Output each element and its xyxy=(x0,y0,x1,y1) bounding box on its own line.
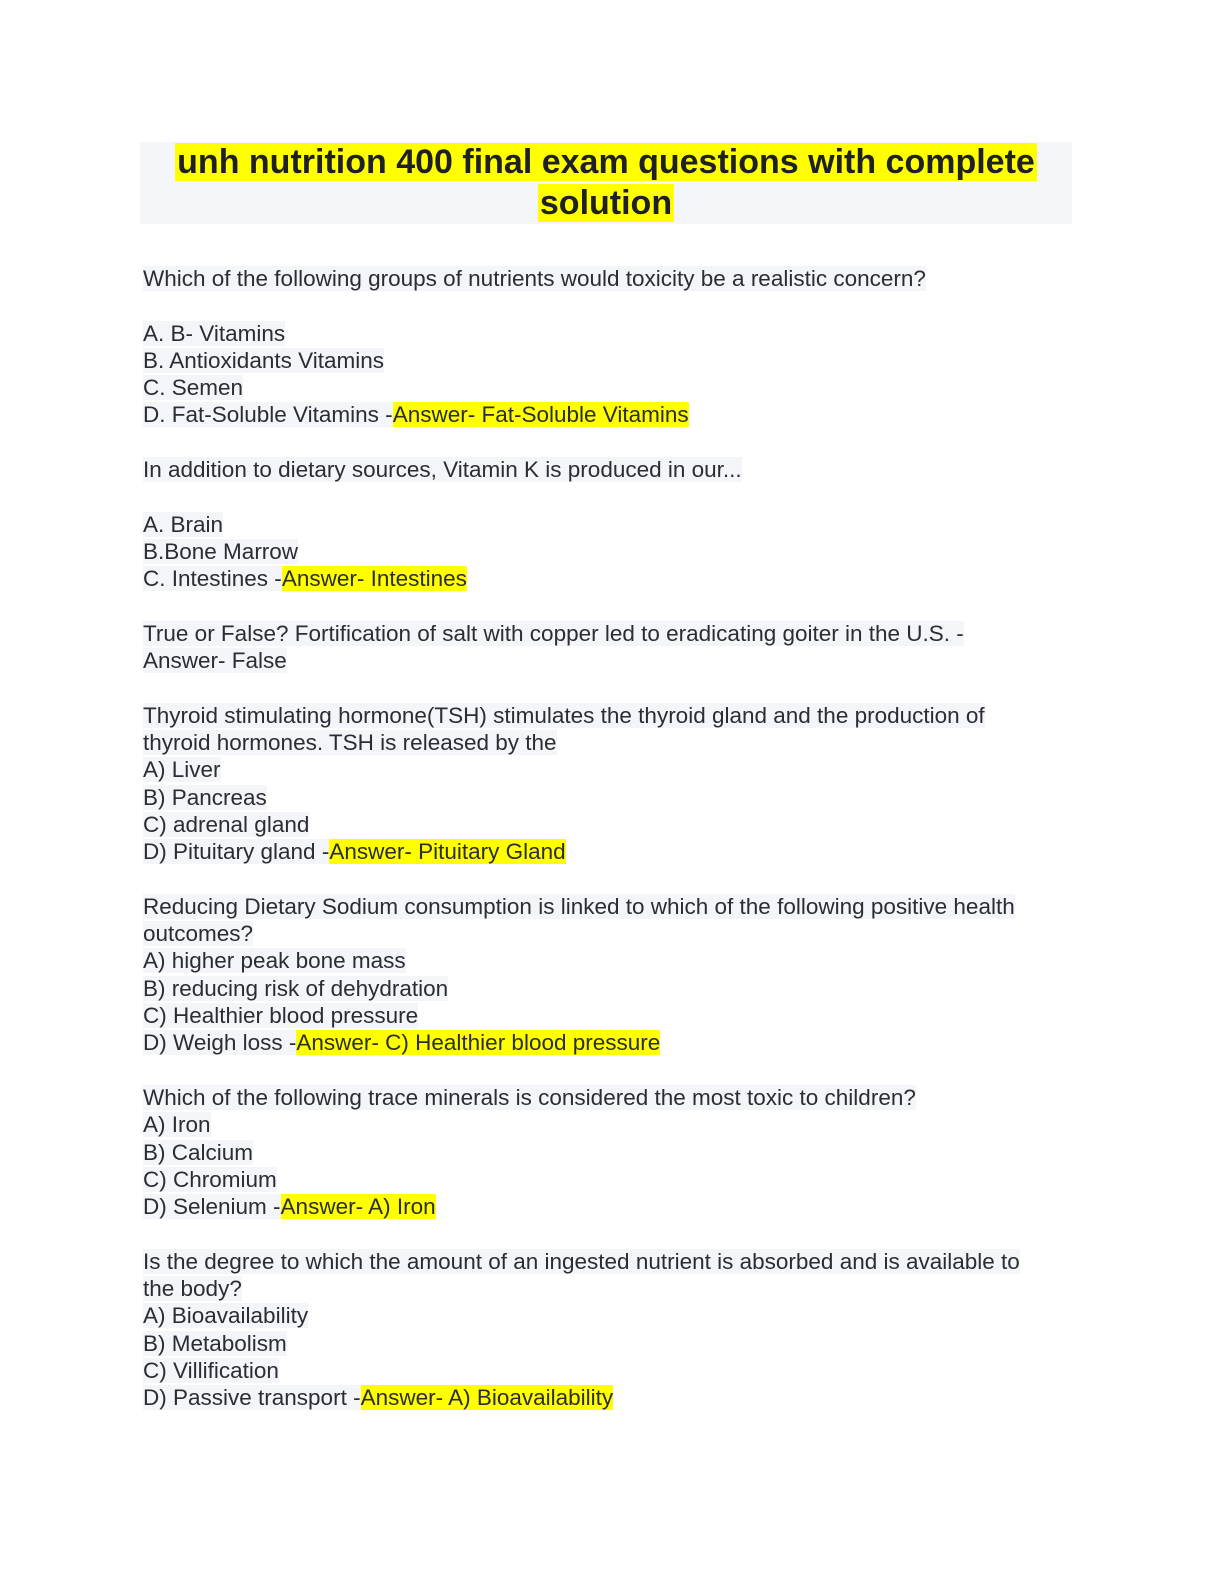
title-line-2: solution xyxy=(539,184,673,222)
question-4 xyxy=(143,702,1083,866)
answer-highlight: Answer- Intestines xyxy=(281,566,467,592)
question-text: Thyroid stimulating hormone(TSH) stimulates the thyroid gland and the production of xyxy=(143,702,985,728)
option-with-answer: C. Intestines -Answer- Intestines xyxy=(143,566,467,592)
option: B) Pancreas xyxy=(143,784,267,810)
option-with-answer: D. Fat-Soluble Vitamins -Answer- Fat-Soluble Vitamins xyxy=(143,402,689,428)
question-6 xyxy=(143,1084,1083,1220)
option: A. Brain xyxy=(143,511,224,537)
question-text: Which of the following groups of nutrients would toxicity be a realistic concern? xyxy=(143,266,926,291)
question-3 xyxy=(143,620,1083,675)
option: C) adrenal gland xyxy=(143,811,310,837)
answer-text: Answer- False xyxy=(143,648,287,674)
document-title xyxy=(140,142,1072,224)
question-1 xyxy=(143,265,1083,429)
option-with-answer: D) Weigh loss -Answer- C) Healthier blood pressure xyxy=(143,1030,661,1056)
option: B) Metabolism xyxy=(143,1330,287,1356)
option: C) Chromium xyxy=(143,1166,277,1192)
option: A) Iron xyxy=(143,1112,211,1138)
answer-highlight: Answer- A) Iron xyxy=(280,1194,436,1220)
question-7 xyxy=(143,1248,1083,1412)
question-text: True or False? Fortification of salt with copper led to eradicating goiter in the U.S. - xyxy=(143,620,964,646)
question-text: In addition to dietary sources, Vitamin K is produced in our... xyxy=(143,457,742,483)
option: B. Antioxidants Vitamins xyxy=(143,347,384,373)
option: A) Liver xyxy=(143,757,221,783)
answer-highlight: Answer- Pituitary Gland xyxy=(329,839,566,865)
option-with-answer: D) Pituitary gland -Answer- Pituitary Gland xyxy=(143,839,566,865)
question-text-cont: thyroid hormones. TSH is released by the xyxy=(143,730,557,756)
option-with-answer: D) Passive transport -Answer- A) Bioavailability xyxy=(143,1385,614,1411)
answer-highlight: Answer- C) Healthier blood pressure xyxy=(296,1030,661,1056)
option: B) Calcium xyxy=(143,1139,254,1165)
option: C. Semen xyxy=(143,375,244,401)
option: A) Bioavailability xyxy=(143,1303,309,1329)
option: B) reducing risk of dehydration xyxy=(143,975,449,1001)
option: C) Healthier blood pressure xyxy=(143,1003,419,1029)
option: A. B- Vitamins xyxy=(143,320,286,346)
option: B.Bone Marrow xyxy=(143,538,299,564)
question-text: Which of the following trace minerals is considered the most toxic to children? xyxy=(143,1084,916,1110)
option: A) higher peak bone mass xyxy=(143,948,406,974)
question-text-cont: outcomes? xyxy=(143,921,254,947)
title-line-1: unh nutrition 400 final exam questions with complete xyxy=(177,143,1035,181)
answer-highlight: Answer- A) Bioavailability xyxy=(360,1385,614,1411)
answer-highlight: Answer- Fat-Soluble Vitamins xyxy=(392,402,689,428)
question-text: Reducing Dietary Sodium consumption is linked to which of the following positive health xyxy=(143,893,1015,919)
option: C) Villification xyxy=(143,1357,279,1383)
question-text-cont: the body? xyxy=(143,1275,242,1301)
question-text: Is the degree to which the amount of an ingested nutrient is absorbed and is available to xyxy=(143,1248,1020,1274)
question-5 xyxy=(143,893,1083,1057)
option-with-answer: D) Selenium -Answer- A) Iron xyxy=(143,1194,436,1220)
question-list xyxy=(143,265,1083,1439)
question-2 xyxy=(143,456,1083,592)
